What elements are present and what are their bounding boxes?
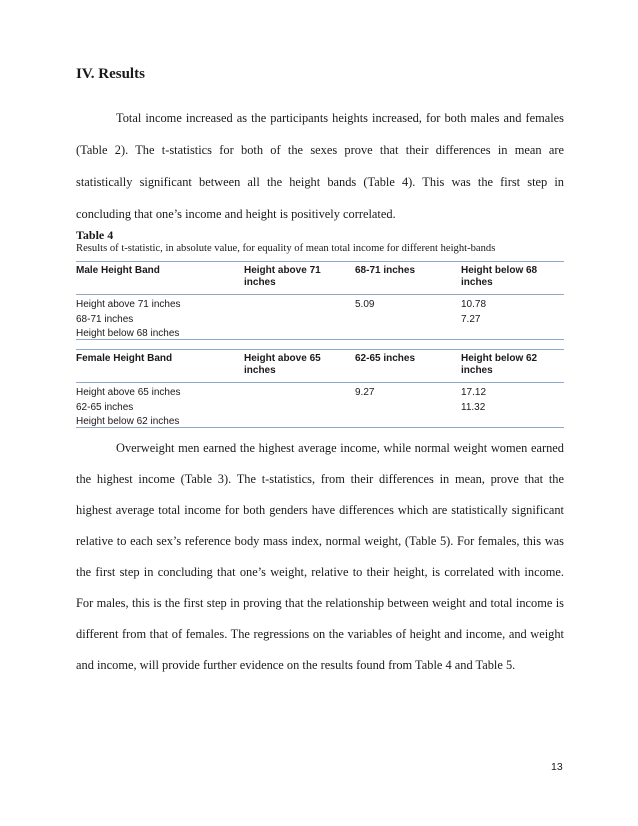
table-value: 5.09: [355, 299, 375, 310]
table-value: 7.27: [461, 313, 481, 325]
table-header-cell: 62-65 inches: [355, 353, 416, 364]
table-header-cell: Height above 65 inches: [244, 353, 321, 376]
section-heading: IV. Results: [76, 66, 145, 82]
paragraph-line: different from that of females. The regressions on the variables of height and income, and weight: [76, 627, 564, 641]
paragraph-line: (Table 2). The t-statistics for both of the sexes prove that their differences in mean are: [76, 143, 564, 157]
row-labels: [76, 298, 244, 342]
value-column: [461, 298, 564, 327]
table-header-cell: Height above 71 inches: [244, 265, 321, 288]
table-value: 9.27: [355, 387, 375, 398]
paragraph-line: the first step in concluding that one’s weight, relative to their height, is correlated with income.: [76, 565, 564, 579]
table-header-cell: Male Height Band: [76, 265, 160, 276]
row-labels: [76, 386, 244, 430]
row-label: Height above 65 inches: [76, 387, 181, 398]
row-label: 62-65 inches: [76, 401, 134, 413]
table-body: [76, 383, 564, 428]
table-header-cell: Height below 68 inches: [461, 265, 538, 288]
row-label: 68-71 inches: [76, 313, 134, 325]
row-label: Height above 71 inches: [76, 299, 181, 310]
paragraph-line: highest average total income for both genders have differences which are statistically significant: [76, 503, 564, 517]
table-header-cell: 68-71 inches: [355, 265, 416, 276]
row-label: Height below 62 inches: [76, 416, 180, 427]
table-header-row: [76, 349, 564, 383]
table-header-cell: Female Height Band: [76, 353, 173, 364]
table-caption: Results of t-statistic, in absolute value, for equality of mean total income for different height-bands: [76, 243, 496, 254]
paragraph-line: relative to each sex’s reference body mass index, normal weight, (Table 5). For females, this was: [76, 534, 564, 548]
paragraph-line: For males, this is the first step in proving that the relationship between weight and total income is: [76, 596, 564, 610]
paragraph-line: statistically significant between all the height bands (Table 4). This was the first step in: [76, 175, 564, 189]
table-title: Table 4: [76, 228, 114, 242]
table-value: 10.78: [461, 299, 487, 310]
paragraph-line: the highest income (Table 3). The t-statistics, from their differences in mean, prove that the: [76, 472, 564, 486]
value-column: [355, 298, 459, 313]
page-number: 13: [551, 761, 563, 773]
paragraph-line: and income, will provide further evidence on the results found from Table 4 and Table 5.: [76, 658, 516, 672]
table-value: 17.12: [461, 387, 487, 398]
female-height-table: [76, 349, 564, 428]
table-header-cell: Height below 62 inches: [461, 353, 538, 376]
table-body: [76, 295, 564, 340]
table-value: 11.32: [461, 401, 486, 413]
paragraph-line: concluding that one’s income and height is positively correlated.: [76, 207, 396, 221]
male-height-table: [76, 261, 564, 340]
table-header-row: [76, 261, 564, 295]
row-label: Height below 68 inches: [76, 328, 180, 339]
paragraph-line: Total income increased as the participants heights increased, for both males and females: [116, 111, 564, 125]
paragraph-line: Overweight men earned the highest average income, while normal weight women earned: [116, 441, 564, 455]
value-column: [461, 386, 564, 415]
value-column: [355, 386, 459, 401]
